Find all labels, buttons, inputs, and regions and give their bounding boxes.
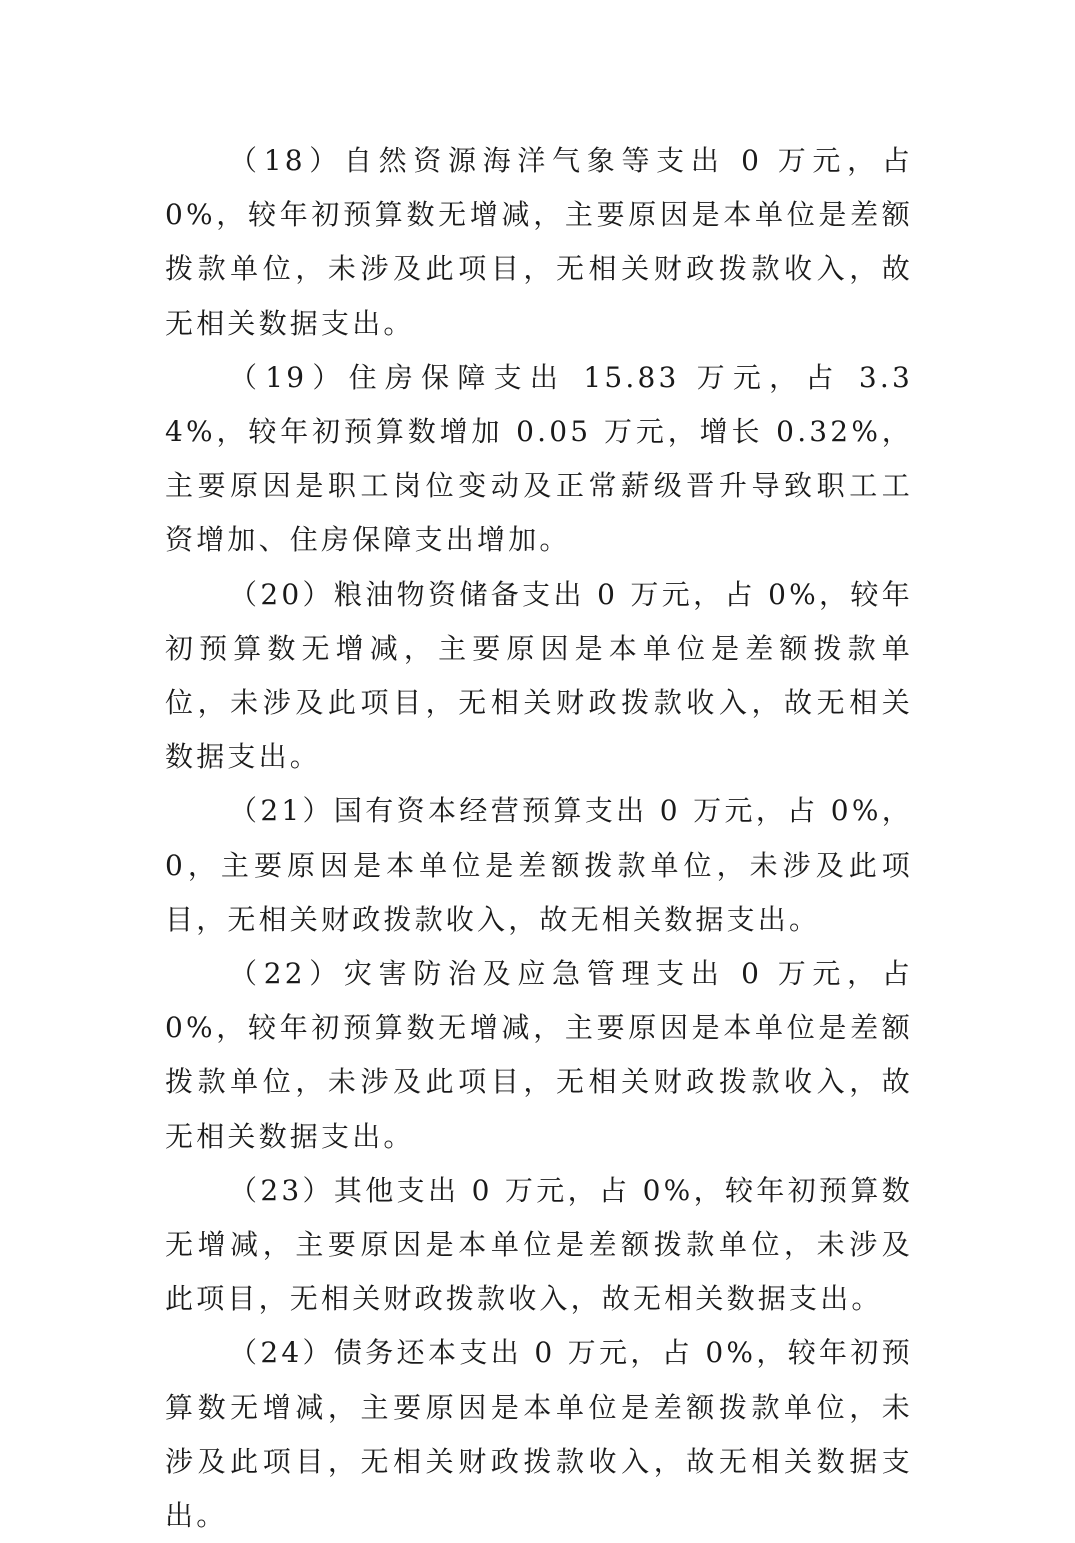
paragraph-21: （21）国有资本经营预算支出 0 万元，占 0%，0，主要原因是本单位是差额拨款单位，未涉及此项目，无相关财政拨款收入，故无相关数据支出。 bbox=[165, 794, 913, 936]
paragraph-24: （24）债务还本支出 0 万元，占 0%，较年初预算数无增减，主要原因是本单位是差额拨款单位，未涉及此项目，无相关财政拨款收入，故无相关数据支出。 bbox=[165, 1336, 913, 1533]
paragraph-23: （23）其他支出 0 万元，占 0%，较年初预算数无增减，主要原因是本单位是差额拨款单位，未涉及此项目，无相关财政拨款收入，故无相关数据支出。 bbox=[165, 1173, 913, 1316]
document-body bbox=[165, 134, 913, 1543]
paragraph-22: （22）灾害防治及应急管理支出 0 万元，占 0%，较年初预算数无增减，主要原因是本单位是差额拨款单位，未涉及此项目，无相关财政拨款收入，故无相关数据支出。 bbox=[165, 957, 913, 1153]
paragraph-20: （20）粮油物资储备支出 0 万元，占 0%，较年初预算数无增减，主要原因是本单位是差额拨款单位，未涉及此项目，无相关财政拨款收入，故无相关数据支出。 bbox=[165, 577, 913, 774]
paragraph-19: （19）住房保障支出 15.83 万元，占 3.34%，较年初预算数增加 0.05 万元，增长 0.32%，主要原因是职工岗位变动及正常薪级晋升导致职工工资增加、住房保障支出增加。 bbox=[165, 360, 913, 557]
paragraph-18: （18）自然资源海洋气象等支出 0 万元，占 0%，较年初预算数无增减，主要原因是本单位是差额拨款单位，未涉及此项目，无相关财政拨款收入，故无相关数据支出。 bbox=[165, 144, 913, 340]
